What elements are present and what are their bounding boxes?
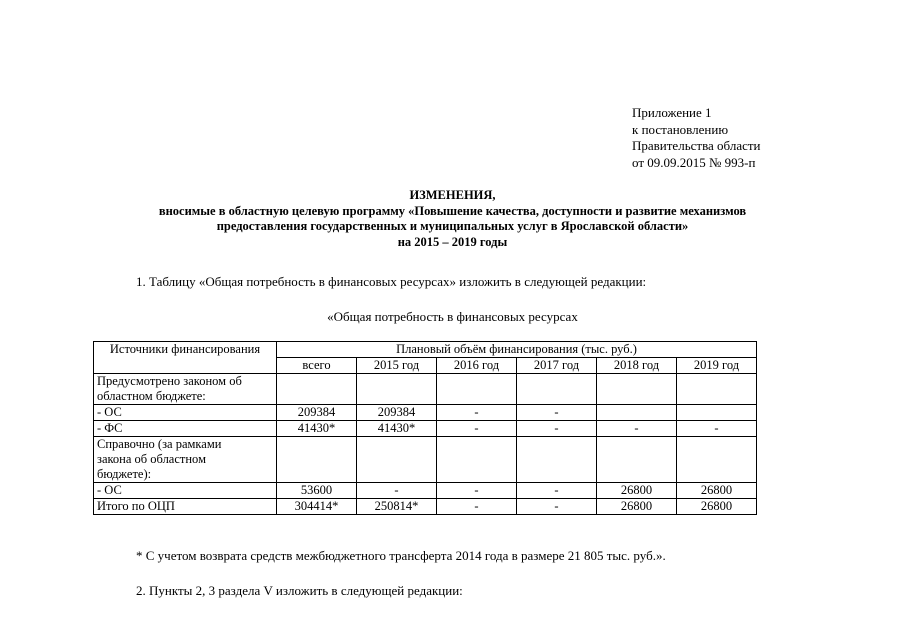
column-header: 2019 год [677,358,757,374]
appendix-line: Правительства области [632,138,761,153]
table-cell: 26800 [677,483,757,499]
row-label [94,499,277,515]
table-cell: - [437,421,517,437]
table-cell: - [677,421,757,437]
table-cell [277,437,357,483]
appendix-line: Приложение 1 [632,105,712,120]
column-header: 2017 год [517,358,597,374]
table-cell: - [357,483,437,499]
row-label-line: - ОС [97,483,122,497]
table-row [94,374,757,405]
table-cell: 304414* [277,499,357,515]
row-label-line: областном бюджете: [97,389,206,403]
column-header: 2018 год [597,358,677,374]
table-cell: - [517,499,597,515]
row-label [94,405,277,421]
row-label-line: бюджете): [97,467,152,481]
row-label [94,421,277,437]
table-cell: 250814* [357,499,437,515]
table-cell [677,374,757,405]
table-cell: 26800 [597,499,677,515]
table-row [94,405,757,421]
table-cell [437,437,517,483]
column-header: 2015 год [357,358,437,374]
appendix-line: от 09.09.2015 № 993-п [632,154,756,170]
financing-table [93,341,757,515]
table-cell [357,437,437,483]
table-cell: 41430* [357,421,437,437]
footnote: * С учетом возврата средств межбюджетного трансферта 2014 года в размере 21 805 тыс. руб.». [136,548,666,563]
paragraph-1: 1. Таблицу «Общая потребность в финансовых ресурсах» изложить в следующей редакции: [136,274,647,289]
row-label-line: закона об областном [97,452,206,466]
table-cell: 209384 [357,405,437,421]
table-cell: - [517,483,597,499]
table-row [94,437,757,483]
table-cell: - [437,405,517,421]
table-cell [277,374,357,405]
column-header: 2016 год [437,358,517,374]
paragraph-2: 2. Пункты 2, 3 раздела V изложить в следующей редакции: [136,583,463,598]
row-label [94,483,277,499]
table-cell [437,374,517,405]
table-cell: 26800 [597,483,677,499]
table-cell: 26800 [677,499,757,515]
table-cell [517,437,597,483]
row-label-line: Предусмотрено законом об [97,374,242,388]
row-label-line: Справочно (за рамками [97,437,222,451]
row-label-line: - ФС [97,421,123,435]
row-label-line: Итого по ОЦП [97,499,175,513]
table-cell [597,374,677,405]
table-cell: - [437,483,517,499]
table-cell [597,405,677,421]
row-label [94,374,277,405]
header-planned: Плановый объём финансирования (тыс. руб.) [277,342,757,358]
heading-line: вносимые в областную целевую программу «Повышение качества, доступности и развитие механизмов [158,203,747,218]
table-cell [517,374,597,405]
table-header-row [94,342,757,358]
header-source: Источники финансирования [94,342,277,374]
table-row [94,421,757,437]
table-cell [677,437,757,483]
table-cell: - [597,421,677,437]
table-row [94,499,757,515]
table-cell: 53600 [277,483,357,499]
table-cell: - [517,421,597,437]
heading-line: предоставления государственных и муниципальных услуг в Ярославской области» [216,219,689,233]
table-row [94,483,757,499]
appendix-block [632,105,761,171]
row-label-line: - ОС [97,405,122,419]
heading-line: на 2015 – 2019 годы [397,234,508,249]
table-caption: «Общая потребность в финансовых ресурсах [327,309,578,324]
appendix-line: к постановлению [632,121,729,137]
heading-title: ИЗМЕНЕНИЯ, [409,188,496,202]
table-cell: 41430* [277,421,357,437]
row-label [94,437,277,483]
column-header: всего [277,358,357,374]
table-cell: 209384 [277,405,357,421]
table-cell [677,405,757,421]
table-cell [357,374,437,405]
table-cell: - [437,499,517,515]
table-cell: - [517,405,597,421]
table-cell [597,437,677,483]
document-heading [0,188,905,250]
